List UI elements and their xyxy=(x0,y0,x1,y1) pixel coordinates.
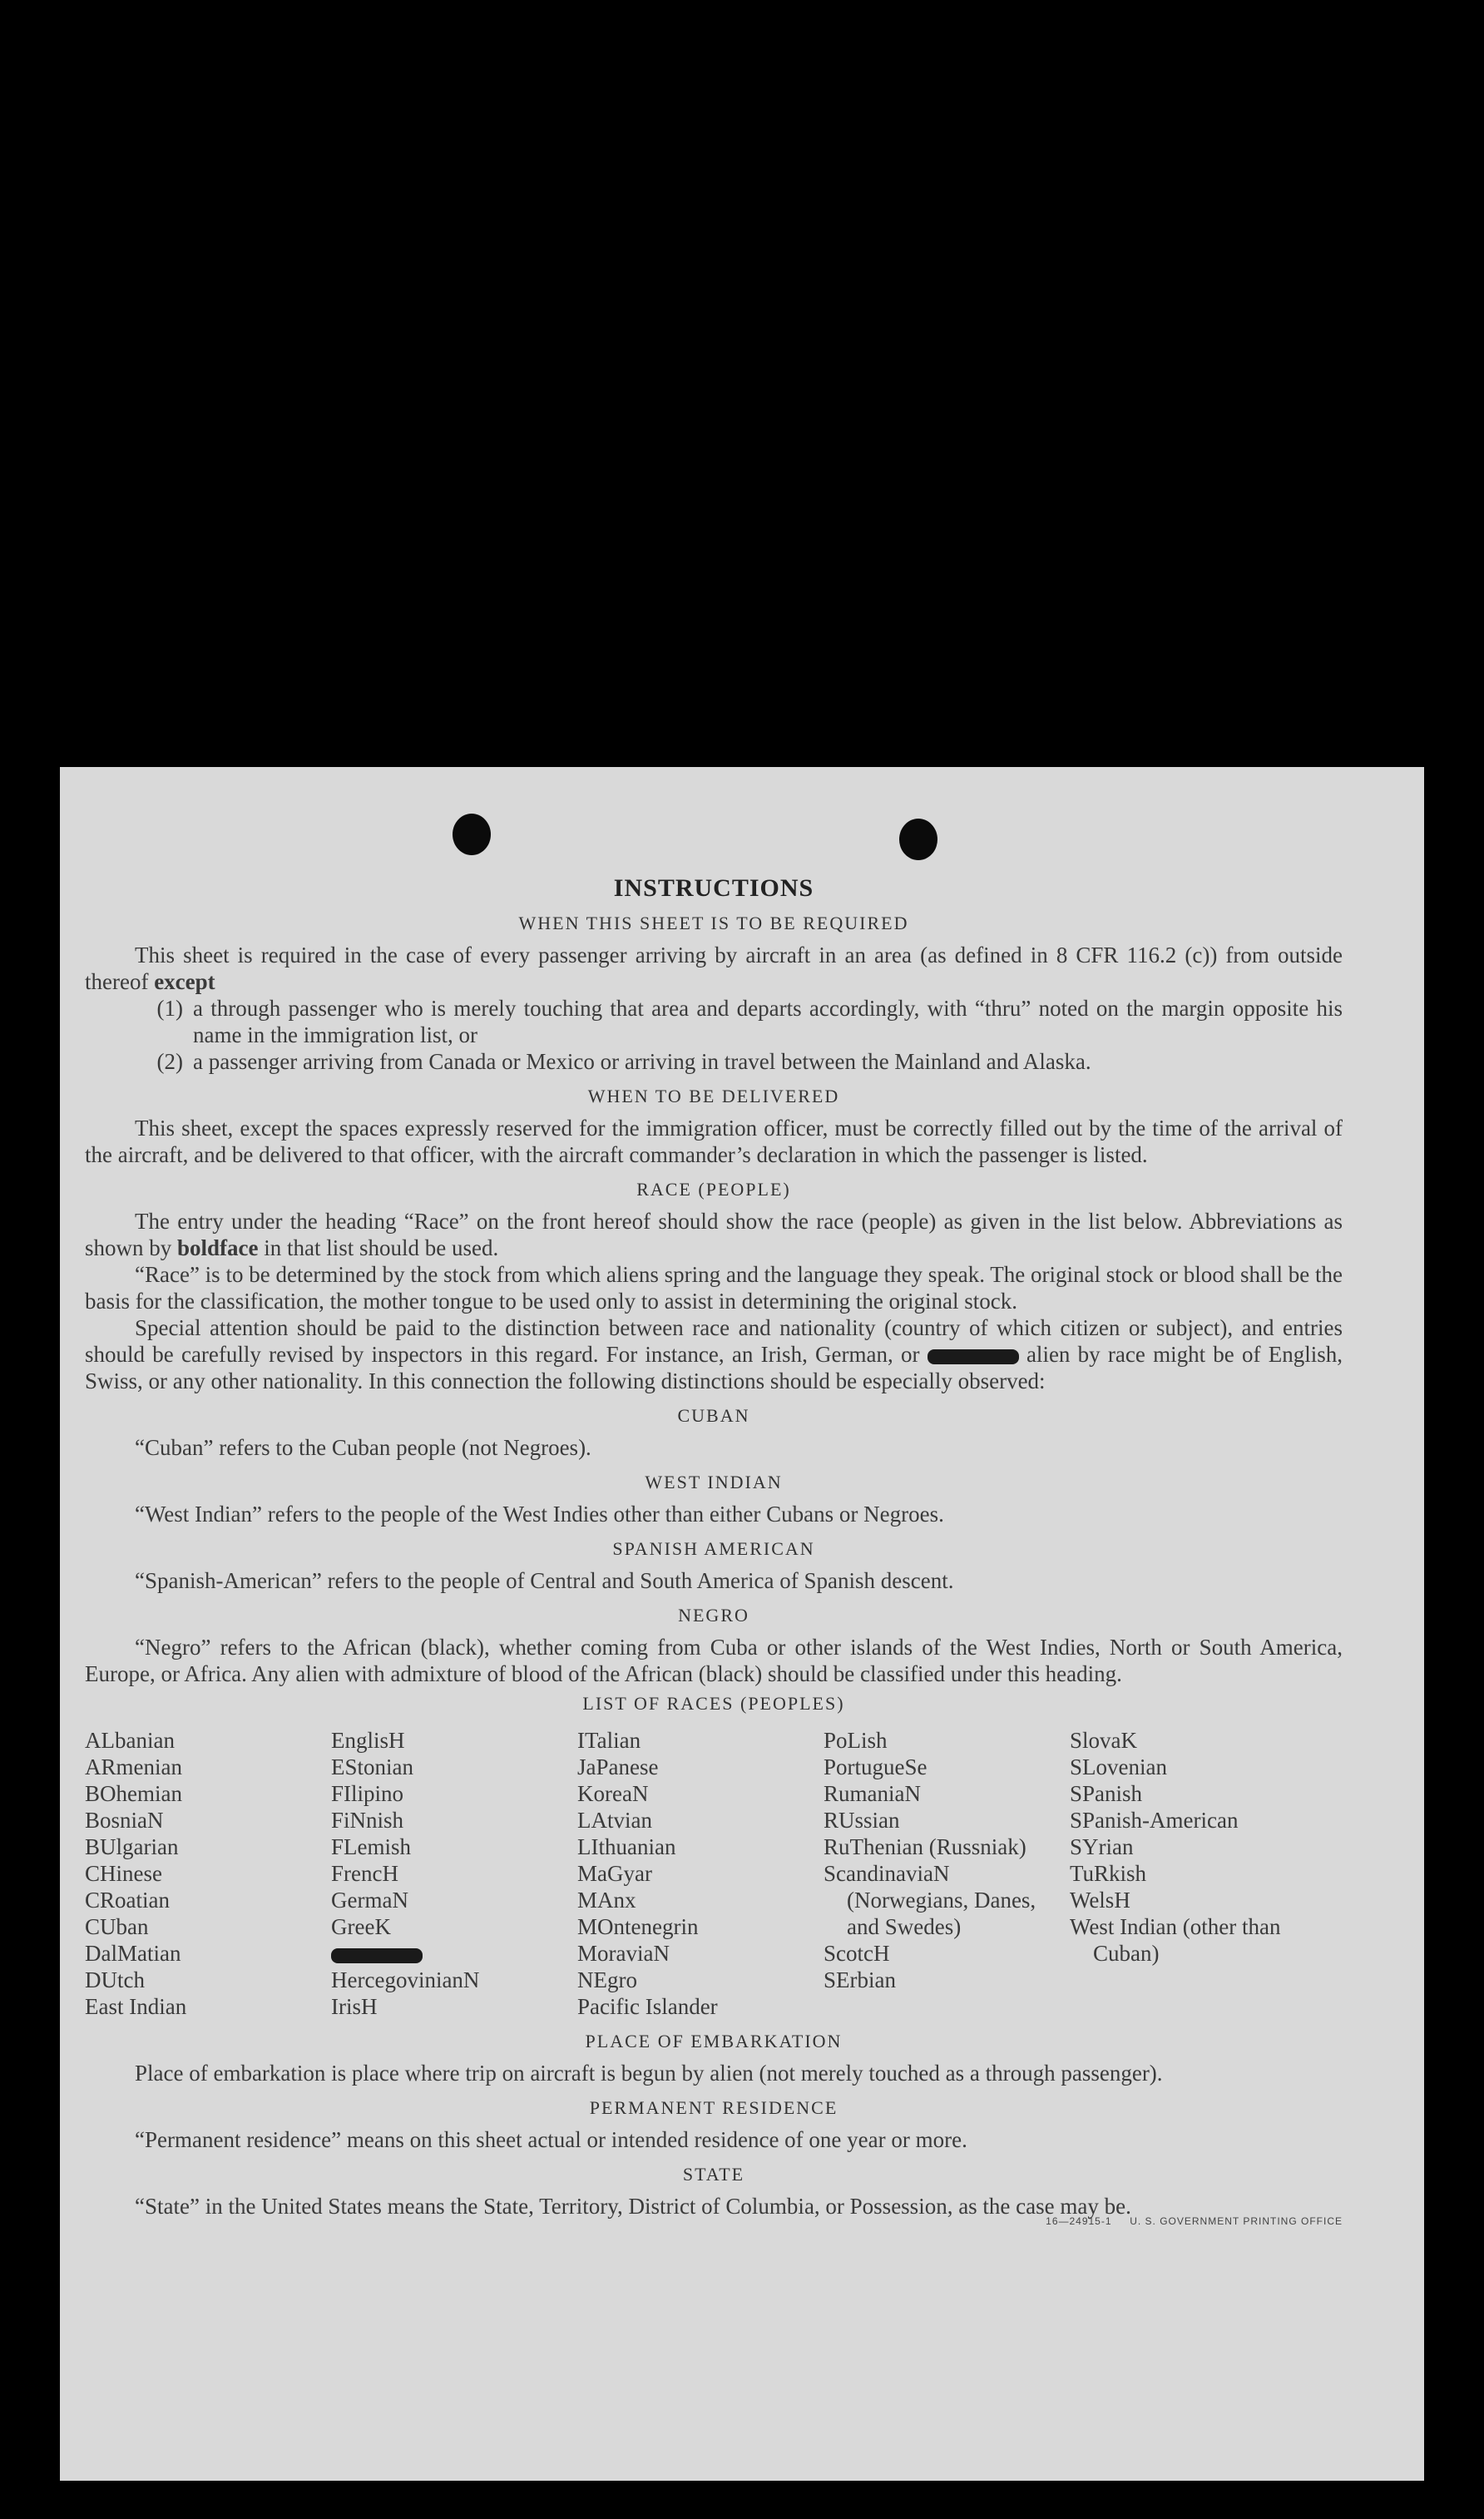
race-entry: MOntenegrin xyxy=(577,1914,699,1939)
race-entry: FrencH xyxy=(331,1861,398,1886)
race-entry: RumaniaN xyxy=(824,1781,921,1806)
heading-west-indian: WEST INDIAN xyxy=(645,1472,783,1492)
race-entry: KoreaN xyxy=(577,1781,649,1806)
races-column-5 xyxy=(1070,1727,1316,2020)
race-entry: BOhemian xyxy=(85,1781,182,1806)
heading-state: STATE xyxy=(682,2164,745,2185)
heading-race: RACE (PEOPLE) xyxy=(636,1179,791,1200)
race-entry: JaPanese xyxy=(577,1754,659,1779)
heading-spanish-american: SPANISH AMERICAN xyxy=(612,1538,815,1559)
race-paragraph-2: “Race” is to be determined by the stock from which aliens spring and the language they speak. The original stock or blood shall be the basis for the classification, the mother tongue to be used only to assist in determining the original stock. xyxy=(85,1262,1343,1314)
exception-item-2: (2) a passenger arriving from Canada or Mexico or arriving in travel between the Mainland and Alaska. xyxy=(156,1049,1091,1074)
west-indian-text: “West Indian” refers to the people of the West Indies other than either Cubans or Negroes. xyxy=(135,1502,944,1527)
races-column-4 xyxy=(824,1727,1070,2020)
race-entry: BosniaN xyxy=(85,1808,164,1833)
race-entry: SErbian xyxy=(824,1967,896,1992)
printer-credit: U. S. GOVERNMENT PRINTING OFFICE xyxy=(1130,2215,1343,2227)
race-entry: CRoatian xyxy=(85,1888,170,1913)
race-entry: FiNnish xyxy=(331,1808,404,1833)
race-entry: SPanish xyxy=(1070,1781,1143,1806)
race-entry: ITalian xyxy=(577,1728,641,1753)
race-entry: SLovenian xyxy=(1070,1754,1167,1779)
when-required-text: This sheet is required in the case of every passenger arriving by aircraft in an area (as defined in 8 CFR 116.2 (c)) from outside thereof except xyxy=(85,943,1343,994)
race-entry: EnglisH xyxy=(331,1728,405,1753)
race-entry: NEgro xyxy=(577,1967,637,1992)
race-entry: SlovaK xyxy=(1070,1728,1137,1753)
race-entry: LAtvian xyxy=(577,1808,652,1833)
race-entry: WelsH xyxy=(1070,1888,1130,1913)
race-entry: ALbanian xyxy=(85,1728,175,1753)
races-column-2 xyxy=(331,1727,577,2020)
punch-hole-left xyxy=(453,814,491,855)
race-paragraph-3: Special attention should be paid to the distinction between race and nationality (country of which citizen or subject), and entries should be carefully revised by inspectors in this regard. For instance, an Irish, German, or alien by race might be of English, Swiss, or any other nationality. In this connection the following distinctions should be especially observed: xyxy=(85,1315,1343,1393)
races-list xyxy=(85,1727,1343,2020)
heading-when-required: WHEN THIS SHEET IS TO BE REQUIRED xyxy=(518,913,909,933)
redaction-mark xyxy=(331,1948,423,1963)
form-number: 16—24915-1 xyxy=(1046,2215,1112,2227)
race-entry: HercegovinianN xyxy=(331,1967,480,1992)
race-paragraph-1: The entry under the heading “Race” on the front hereof should show the race (people) as given in the list below. Abbreviations as shown by boldface in that list should be used. xyxy=(85,1209,1343,1260)
race-entry: DUtch xyxy=(85,1967,145,1992)
race-entry: CHinese xyxy=(85,1861,162,1886)
race-entry: RuThenian (Russniak) xyxy=(824,1834,1026,1859)
heading-when-delivered: WHEN TO BE DELIVERED xyxy=(587,1086,840,1106)
race-entry: ARmenian xyxy=(85,1754,182,1779)
race-entry: ScotcH xyxy=(824,1941,890,1966)
residence-text: “Permanent residence” means on this sheet actual or intended residence of one year or more. xyxy=(135,2127,967,2152)
heading-cuban: CUBAN xyxy=(677,1405,750,1426)
race-entry: MaGyar xyxy=(577,1861,652,1886)
race-entry: GreeK xyxy=(331,1914,391,1939)
cuban-text: “Cuban” refers to the Cuban people (not Negroes). xyxy=(135,1435,591,1460)
state-text: “State” in the United States means the State, Territory, District of Columbia, or Possession, as the case may be. xyxy=(135,2194,1131,2219)
instruction-sheet xyxy=(60,767,1424,2481)
race-entry: FIlipino xyxy=(331,1781,404,1806)
embarkation-text: Place of embarkation is place where trip on aircraft is begun by alien (not merely touched as a through passenger). xyxy=(135,2061,1163,2086)
race-entry: CUban xyxy=(85,1914,149,1939)
race-entry: TuRkish xyxy=(1070,1861,1147,1886)
race-entry: SPanish-American xyxy=(1070,1808,1239,1833)
race-entry: MoraviaN xyxy=(577,1941,670,1966)
punch-hole-right xyxy=(899,819,937,860)
heading-permanent-residence: PERMANENT RESIDENCE xyxy=(589,2097,838,2118)
race-entry: PoLish xyxy=(824,1728,888,1753)
heading-negro: NEGRO xyxy=(678,1605,749,1626)
race-entry: FLemish xyxy=(331,1834,412,1859)
instructions-body xyxy=(85,875,1343,2234)
races-column-1 xyxy=(85,1727,331,2020)
race-entry: LIthuanian xyxy=(577,1834,676,1859)
races-column-3 xyxy=(577,1727,824,2020)
race-entry: IrisH xyxy=(331,1994,378,2019)
race-entry: West Indian (other than Cuban) xyxy=(1070,1914,1281,1966)
race-entry: ScandinaviaN (Norwegians, Danes, and Swedes) xyxy=(824,1861,1036,1939)
race-entry: Pacific Islander xyxy=(577,1994,718,2019)
race-entry: DalMatian xyxy=(85,1941,181,1966)
spanish-american-text: “Spanish-American” refers to the people of Central and South America of Spanish descent. xyxy=(135,1568,954,1593)
page-title: INSTRUCTIONS xyxy=(613,874,814,902)
race-entry: PortugueSe xyxy=(824,1754,928,1779)
when-delivered-text: This sheet, except the spaces expressly reserved for the immigration officer, must be correctly filled out by the time of the arrival of the aircraft, and be delivered to that officer, with the aircraft commander’s declaration in which the passenger is listed. xyxy=(85,1116,1343,1167)
race-entry: GermaN xyxy=(331,1888,408,1913)
redaction-mark xyxy=(928,1349,1019,1364)
heading-embarkation: PLACE OF EMBARKATION xyxy=(585,2031,843,2051)
exception-item-1: (1) a through passenger who is merely touching that area and departs accordingly, with “thru” noted on the margin opposite his name in the immigration list, or xyxy=(156,996,1343,1047)
race-entry: MAnx xyxy=(577,1888,636,1913)
race-entry-redacted xyxy=(331,1940,577,1967)
negro-text: “Negro” refers to the African (black), whether coming from Cuba or other islands of the West Indies, North or South America, Europe, or Africa. Any alien with admixture of blood of the African (black) should be classified under this heading. xyxy=(85,1635,1343,1686)
race-entry: BUlgarian xyxy=(85,1834,179,1859)
race-entry: RUssian xyxy=(824,1808,900,1833)
race-entry: East Indian xyxy=(85,1994,187,2019)
heading-list-of-races: LIST OF RACES (PEOPLES) xyxy=(582,1693,845,1714)
race-entry: SYrian xyxy=(1070,1834,1134,1859)
race-entry: EStonian xyxy=(331,1754,413,1779)
